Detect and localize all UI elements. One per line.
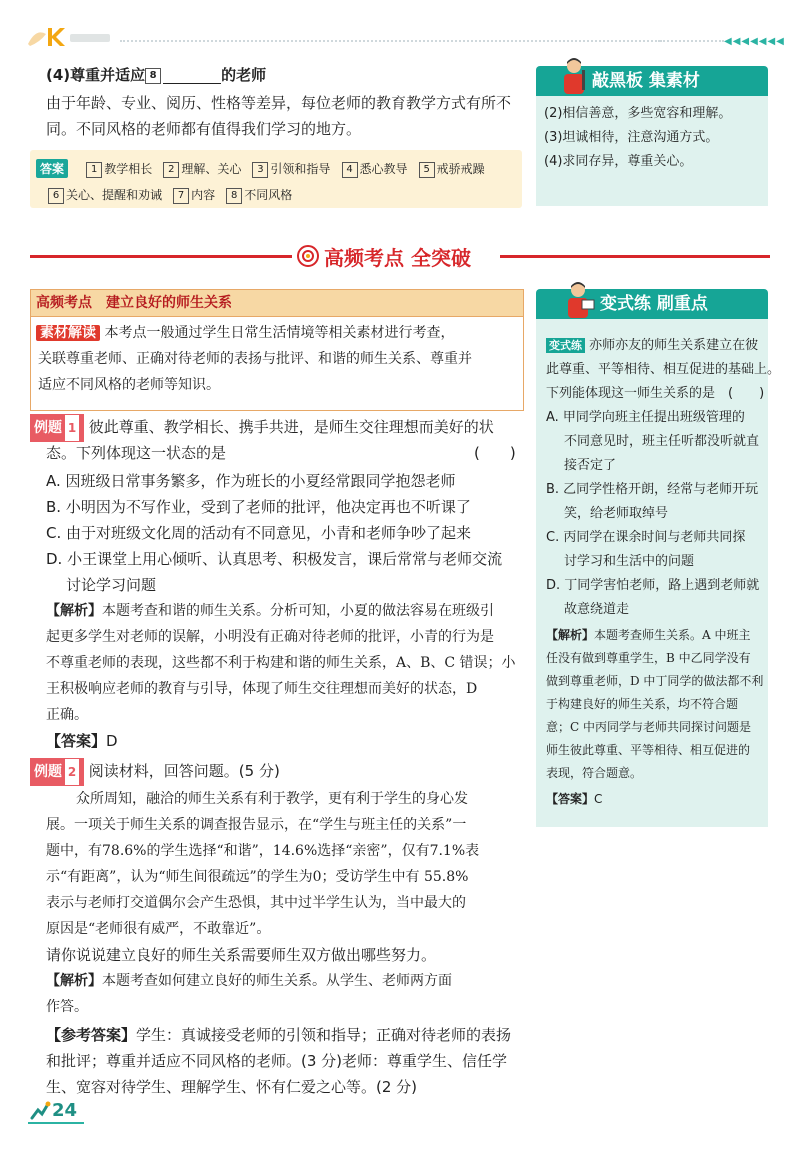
student-figure-icon (560, 280, 596, 320)
answer-tag: 答案 (36, 159, 68, 178)
ex1-option-b: B. 小明因为不写作业，受到了老师的批评，他决定再也不听课了 (46, 498, 471, 516)
header-divider (120, 40, 660, 42)
side-option-c-2: 讨学习和生活中的问题 (564, 554, 695, 569)
ex1-option-d-2: 讨论学习问题 (66, 576, 157, 594)
topic-line-1-text: 本考点一般通过学生日常生活情境等相关素材进行考查， (104, 325, 455, 341)
ex1-paren: ( ) (474, 444, 516, 462)
side-analysis-7: 表现，符合题意。 (546, 766, 643, 780)
intro-item4-prefix: (4)尊重并适应 (46, 66, 146, 84)
side-analysis-4: 于构建良好的师生关系，均不符合题 (546, 697, 739, 711)
ex2-material-5: 表示与老师打交道偶尔会产生恐惧，其中过半学生认为，当中最大的 (46, 895, 466, 911)
ex1-option-d-1: D. 小王课堂上用心倾听、认真思考、积极发言，课后常常与老师交流 (46, 550, 503, 568)
topic-line-3: 适应不同风格的老师等知识。 (38, 377, 220, 393)
side-top-line: (3)坦诚相待，注意沟通方式。 (544, 130, 719, 145)
topic-line-2: 关联尊重老师、正确对待老师的表扬与批评、和谐的师生关系、尊重并 (38, 351, 472, 367)
variant-tag: 变式练 (546, 338, 585, 353)
answer-item: 6 关心、提醒和劝诫 (48, 188, 162, 202)
side-option-d-1: D. 丁同学害怕老师，路上遇到老师就 (546, 578, 760, 593)
side-top-line: (4)求同存异，尊重关心。 (544, 154, 693, 169)
topic-title: 高频考点 建立良好的师生关系 (36, 295, 232, 311)
answer-item: 8 不同风格 (226, 188, 292, 202)
ex1-stem-2: 态。下列体现这一状态的是 (46, 444, 227, 462)
ex2-analysis-1: 【解析】本题考查如何建立良好的师生关系。从学生、老师两方面 (46, 973, 452, 989)
fill-blank (163, 67, 221, 84)
ex2-material-6: 原因是“老师很有威严，不敢靠近”。 (46, 921, 271, 937)
side-option-a-2: 不同意见时，班主任听都没听就直 (564, 434, 760, 449)
banner-line-left (30, 255, 292, 258)
intro-para-2: 同。不同风格的老师都有值得我们学习的地方。 (46, 120, 362, 138)
ex1-analysis-3: 不尊重老师的表现，这些都不利于构建和谐的师生关系，A、B、C 错误；小 (46, 655, 516, 671)
side-stem-1: 变式练 亦师亦友的师生关系建立在彼 (546, 334, 758, 358)
ex2-question: 请你说说建立良好的师生关系需要师生双方做出哪些努力。 (46, 946, 437, 964)
ex2-ref-2: 和批评；尊重并适应不同风格的老师。(3 分)老师：尊重学生、信任学 (46, 1052, 508, 1070)
ex2-stem-text: 阅读材料，回答问题。(5 分) (88, 762, 280, 780)
ex2-stem (30, 758, 280, 786)
side-analysis-2: 任没有做到尊重学生，B 中乙同学没有 (546, 651, 751, 665)
ex1-analysis-4: 王积极响应老师的教育与引导，体现了师生交往理想而美好的状态，D (46, 681, 478, 697)
ex1-option-c: C. 由于对班级文化周的活动有不同意见，小青和老师争吵了起来 (46, 524, 472, 542)
answer-item: 4 悉心教导 (342, 162, 408, 176)
answer-row-1 (36, 158, 491, 178)
footer-line (28, 1122, 84, 1124)
intro-item4-suffix: 的老师 (221, 66, 267, 84)
answer-item: 5 戒骄戒躁 (419, 162, 485, 176)
ex2-material-1: 众所周知，融洽的师生关系有利于教学，更有利于学生的身心发 (76, 791, 468, 807)
book-logo (26, 24, 116, 50)
ex1-analysis-5: 正确。 (46, 707, 88, 723)
answer-item: 3 引领和指导 (252, 162, 330, 176)
banner-title: 高频考点 全突破 (324, 246, 471, 270)
ex2-ref-3: 生、宽容对待学生、理解学生、怀有仁爱之心等。(2 分) (46, 1078, 418, 1096)
ex2-analysis-2: 作答。 (46, 999, 88, 1015)
answer-row-2 (48, 184, 298, 204)
topic-line-1 (36, 320, 454, 346)
intro-item4 (46, 62, 266, 88)
side-option-b-1: B. 乙同学性格开朗，经常与老师开玩 (546, 482, 759, 497)
target-icon (296, 244, 320, 268)
answer-item: 7 内容 (173, 188, 215, 202)
side-bottom-title: 变式练 刷重点 (600, 294, 708, 314)
side-option-a-1: A. 甲同学向班主任提出班级管理的 (546, 410, 745, 425)
answer-item: 2 理解、关心 (163, 162, 241, 176)
teacher-figure-icon (556, 56, 592, 96)
side-option-c-1: C. 丙同学在课余时间与老师共同探 (546, 530, 746, 545)
banner-line-right (500, 255, 770, 258)
example-tag: 例题 1 (30, 414, 84, 442)
ex1-analysis-1: 【解析】本题考查和谐的师生关系。分析可知，小夏的做法容易在班级引 (46, 603, 494, 619)
header-triangles: ◀◀◀◀◀◀◀ (724, 36, 785, 47)
ex2-material-3: 题中，有78.6%的学生选择“和谐”，14.6%选择“亲密”，仅有7.1%表 (46, 843, 480, 859)
ex2-material-4: 示“有距离”，认为“师生间很疏远”的学生为0；受访学生中有 55.8% (46, 869, 469, 885)
ex1-analysis-2: 起更多学生对老师的误解，小明没有正确对待老师的批评，小青的行为是 (46, 629, 494, 645)
runner-icon (28, 1100, 52, 1122)
side-stem-2: 此尊重、平等相待、相互促进的基础上。 (546, 362, 781, 377)
side-top-line: (2)相信善意，多些宽容和理解。 (544, 106, 732, 121)
ex1-option-a: A. 因班级日常事务繁多，作为班长的小夏经常跟同学抱怨老师 (46, 472, 456, 490)
ex2-material-2: 展。一项关于师生关系的调查报告显示，在“学生与班主任的关系”一 (46, 817, 467, 833)
ex1-stem-line-1 (30, 414, 494, 442)
side-option-b-2: 笑，给老师取绰号 (564, 506, 669, 521)
side-top-title: 敲黑板 集素材 (592, 71, 700, 91)
side-option-a-3: 接否定了 (564, 458, 617, 473)
side-analysis-3: 做到尊重老师，D 中丁同学的做法都不利 (546, 674, 764, 688)
ex1-stem-1: 彼此尊重、教学相长、携手共进，是师生交往理想而美好的状 (88, 418, 494, 436)
header-divider-right (660, 40, 724, 42)
side-option-d-2: 故意绕道走 (564, 602, 630, 617)
answer-item: 1 教学相长 (86, 162, 152, 176)
ex1-answer: 【答案】D (46, 732, 118, 750)
ex2-ref-1: 【参考答案】学生：真诚接受老师的引领和指导；正确对待老师的表扬 (46, 1026, 512, 1044)
page-number: 24 (52, 1100, 78, 1121)
side-analysis-5: 意；C 中丙同学与老师共同探讨问题是 (546, 720, 751, 734)
side-stem-3: 下列能体现这一师生关系的是 ( ) (546, 386, 765, 401)
side-answer: 【答案】C (546, 792, 603, 806)
intro-para-1: 由于年龄、专业、阅历、性格等差异，每位老师的教育教学方式有所不 (46, 94, 512, 112)
side-analysis-1: 【解析】本题考查师生关系。A 中班主 (546, 628, 751, 642)
side-analysis-6: 师生彼此尊重、平等相待、相互促进的 (546, 743, 751, 757)
material-tag: 素材解读 (36, 325, 100, 341)
blank-number: 8 (145, 68, 161, 84)
example-tag: 例题 2 (30, 758, 84, 786)
